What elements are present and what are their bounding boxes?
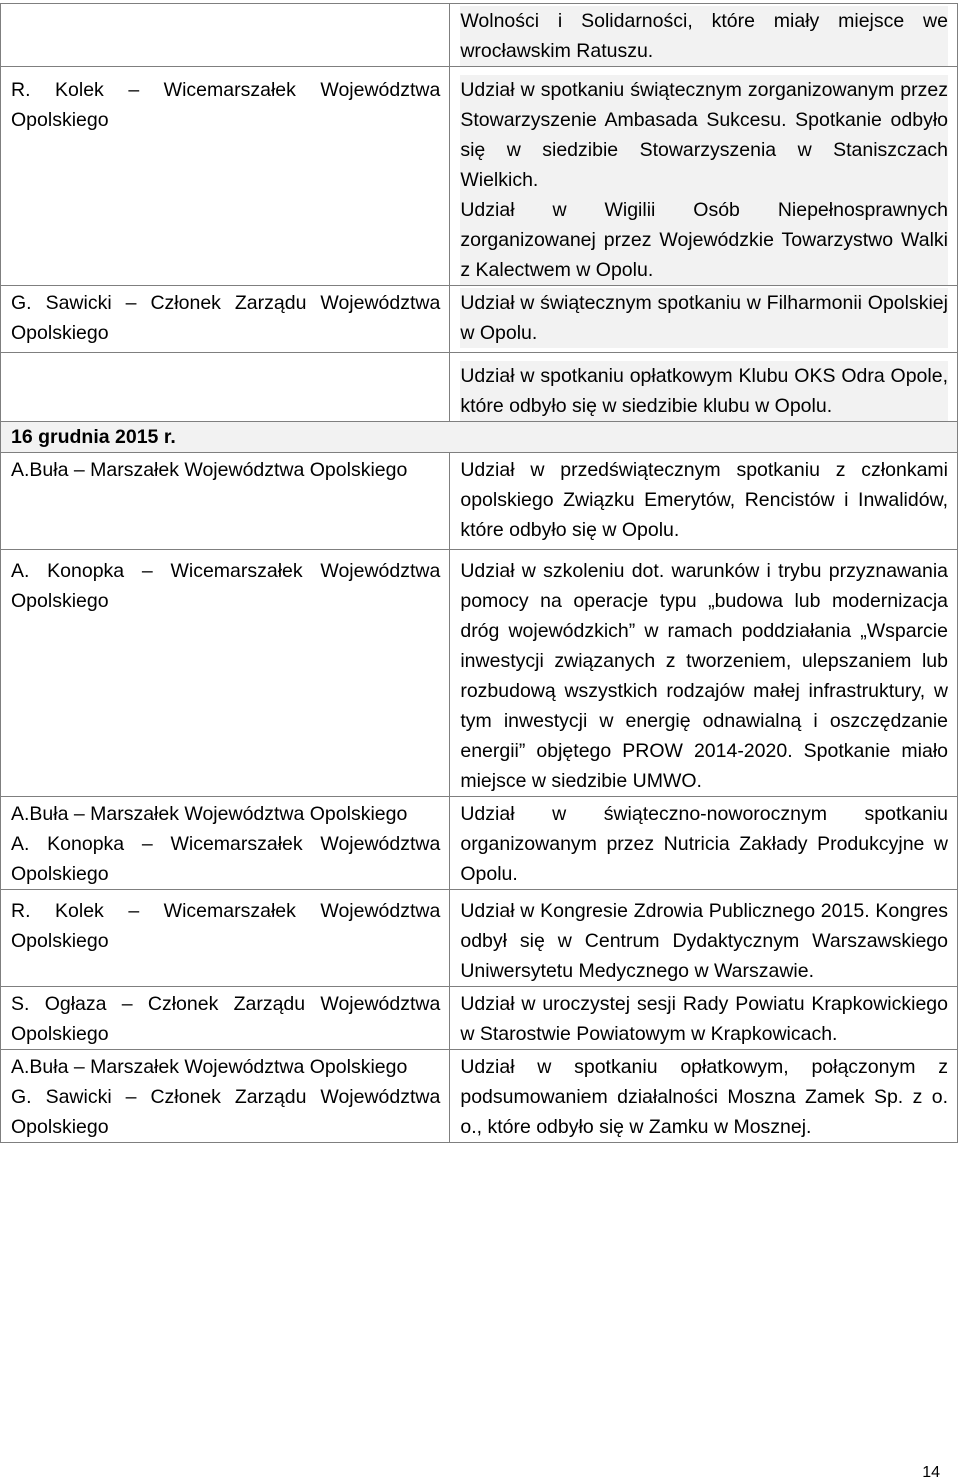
activity-cell [450, 1050, 958, 1143]
activity-cell [450, 353, 958, 422]
activity-cell [450, 67, 958, 286]
activity-text: Udział w uroczystej sesji Rady Powiatu Krapkowickiego w Starostwie Powiatowym w Krapkowicach. [460, 993, 948, 1045]
table-row [1, 797, 958, 890]
activity-cell [450, 550, 958, 797]
person-name: S. Ogłaza – Członek Zarządu Województwa Opolskiego [11, 993, 441, 1045]
date-cell [1, 422, 958, 453]
table-row [1, 453, 958, 550]
table-row [1, 890, 958, 987]
person-name: A.Buła – Marszałek Województwa Opolskiego [11, 459, 408, 481]
activity-text: Udział w spotkaniu opłatkowym, połączonym z podsumowaniem działalności Moszna Zamek Sp. z o. o., które odbyło się w Zamku w Mosznej. [460, 1056, 948, 1138]
person-name: G. Sawicki – Członek Zarządu Województwa Opolskiego [11, 292, 441, 344]
person-cell [1, 797, 450, 890]
table-row [1, 286, 958, 353]
activity-text: Udział w świąteczno-noworocznym spotkaniu organizowanym przez Nutricia Zakłady Produkcyjne w Opolu. [460, 803, 948, 885]
person-cell [1, 67, 450, 286]
activity-cell [450, 987, 958, 1050]
person-name: A.Buła – Marszałek Województwa Opolskiego [11, 1056, 408, 1078]
person-name: A. Konopka – Wicemarszałek Województwa Opolskiego [11, 833, 441, 885]
person-cell [1, 453, 450, 550]
person-name: R. Kolek – Wicemarszałek Województwa Opolskiego [11, 79, 441, 131]
activity-text: Udział w przedświątecznym spotkaniu z członkami opolskiego Związku Emerytów, Rencistów i Inwalidów, które odbyło się w Opolu. [460, 459, 948, 541]
activity-cell [450, 4, 958, 67]
person-cell [1, 4, 450, 67]
table-row [1, 987, 958, 1050]
activity-cell [450, 453, 958, 550]
activity-cell [450, 286, 958, 353]
table-row [1, 550, 958, 797]
table-row [1, 4, 958, 67]
date-row [1, 422, 958, 453]
date-label: 16 grudnia 2015 r. [11, 426, 176, 448]
person-cell [1, 987, 450, 1050]
person-cell [1, 1050, 450, 1143]
activity-cell [450, 890, 958, 987]
activity-text: Udział w świątecznym spotkaniu w Filharmonii Opolskiej w Opolu. [460, 288, 948, 348]
table-row [1, 353, 958, 422]
person-name: R. Kolek – Wicemarszałek Województwa Opolskiego [11, 900, 441, 952]
table-row [1, 67, 958, 286]
activity-text: Udział w Wigilii Osób Niepełnosprawnych zorganizowanej przez Wojewódzkie Towarzystwo Walki z Kalectwem w Opolu. [460, 195, 948, 285]
person-name: A. Konopka – Wicemarszałek Województwa Opolskiego [11, 560, 441, 612]
person-cell [1, 550, 450, 797]
activity-table [0, 3, 958, 1143]
table-row [1, 1050, 958, 1143]
page-number: 14 [922, 1464, 940, 1481]
activity-text: Udział w spotkaniu opłatkowym Klubu OKS Odra Opole, które odbyło się w siedzibie klubu w Opolu. [460, 361, 948, 421]
activity-text: Udział w spotkaniu świątecznym zorganizowanym przez Stowarzyszenie Ambasada Sukcesu. Spotkanie odbyło się w siedzibie Stowarzyszenia w Staniszczach Wielkich. [460, 75, 948, 195]
activity-text: Udział w szkoleniu dot. warunków i trybu przyznawania pomocy na operacje typu „budowa lub modernizacja dróg wojewódzkich” w ramach poddziałania „Wsparcie inwestycji związanych z tworzeniem, ulepszaniem lub rozbudową wszystkich rodzajów małej infrastruktury, w tym inwestycji w energię odnawialną i oszczędzanie energii” objętego PROW 2014-2020. Spotkanie miało miejsce w siedzibie UMWO. [460, 560, 948, 792]
activity-cell [450, 797, 958, 890]
person-cell [1, 890, 450, 987]
activity-text: Wolności i Solidarności, które miały miejsce we wrocławskim Ratuszu. [460, 6, 948, 66]
person-name: A.Buła – Marszałek Województwa Opolskiego [11, 803, 408, 825]
person-cell [1, 353, 450, 422]
activity-text: Udział w Kongresie Zdrowia Publicznego 2015. Kongres odbył się w Centrum Dydaktycznym Warszawskiego Uniwersytetu Medycznego w Warszawie. [460, 900, 948, 982]
person-cell [1, 286, 450, 353]
person-name: G. Sawicki – Członek Zarządu Województwa Opolskiego [11, 1086, 441, 1138]
